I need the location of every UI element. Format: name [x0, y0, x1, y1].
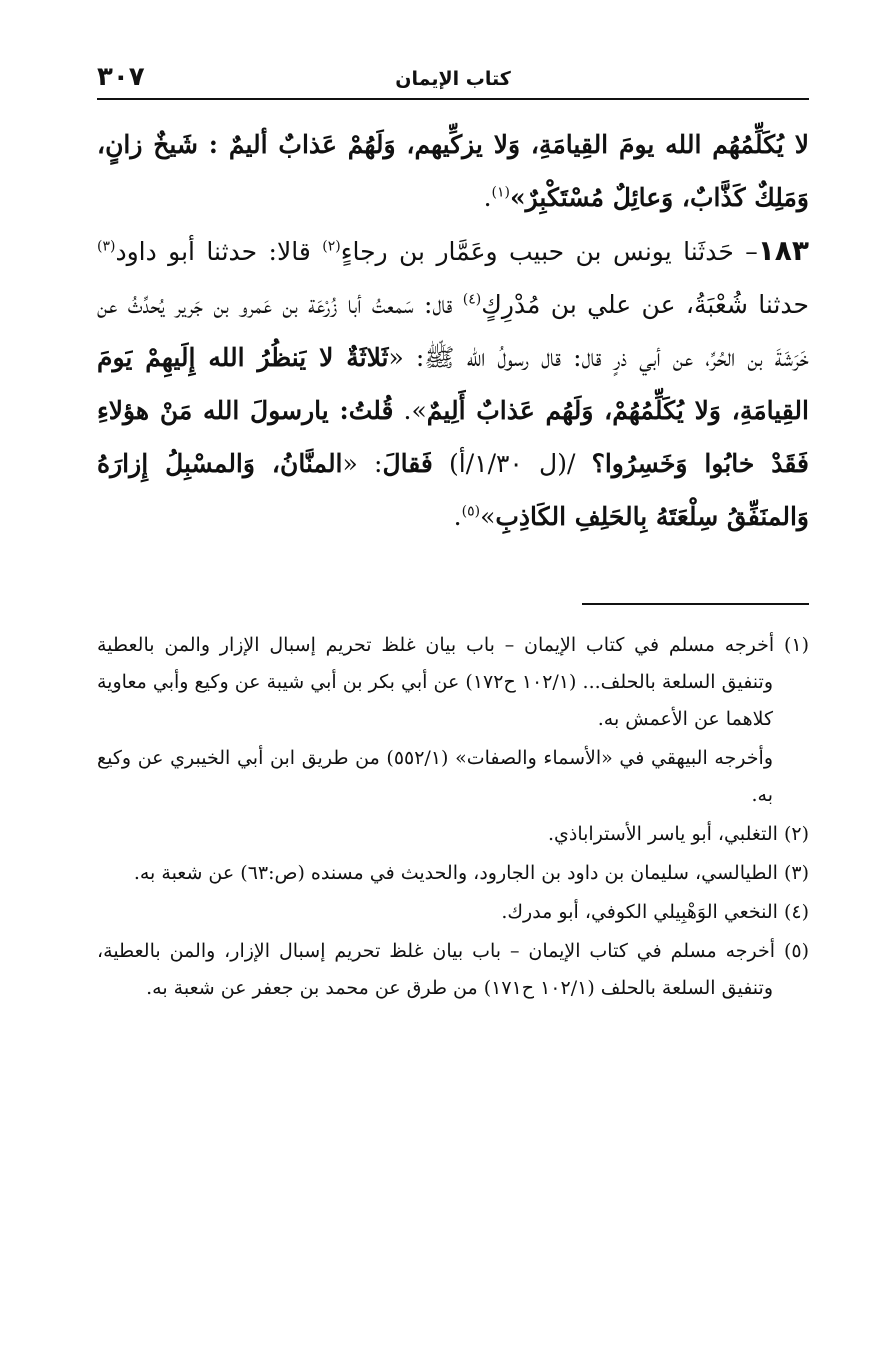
matn-question: قُلتُ: يارسولَ الله مَنْ هؤلاءِ فَقَدْ خابُوا وَخَسِرُوا؟ — [97, 396, 809, 478]
footnote-5 — [97, 933, 809, 1007]
main-text — [97, 118, 809, 543]
isnad-part-4: قال: سَمعتُ أبا زُرْعَة بن عَمرو بن جَرير يُحدِّثُ عن خَرَشَةَ بن الحُرِّ، عن أبي ذرٍ قال: قال رسولُ الله ﷺ: « — [97, 290, 809, 372]
matn-part-1: ثَلاثَةٌ لا يَنظُرُ الله إِلَيهِمْ يَومَ القِيامَةِ، وَلا يُكَلِّمُهُمْ، وَلَهُم عَذابٌ أَلِيمٌ — [97, 343, 809, 425]
footnote-marker: (٢) — [783, 823, 809, 845]
footnote-text: أخرجه مسلم في كتاب الإيمان – باب بيان غلظ تحريم إسبال الإزار والمن بالعطية وتنفيق السلعة بالحلف... (١٠٢/١ ح١٧٢) عن أبي بكر بن أبي شيبة عن وكيع وأبي معاوية كلاهما عن الأعمش به. — [97, 634, 775, 730]
hadith-183 — [97, 224, 809, 543]
footnote-marker: (١) — [783, 634, 809, 656]
footnote-ref-1: (١) — [491, 184, 510, 201]
hadith-end: . — [453, 502, 462, 531]
running-header — [97, 58, 809, 100]
chapter-title: كتاب الإيمان — [395, 68, 511, 90]
isnad-part-2: قالا: حدثنا أبو داود — [115, 237, 323, 266]
footnote-ref-3: (٣) — [97, 238, 116, 255]
footnote-marker: (٤) — [783, 901, 809, 923]
isnad-part-1: – حَدثَنا يونس بن حبيب وعَمَّار بن رجاءٍ — [340, 237, 758, 266]
footnote-text: أخرجه مسلم في كتاب الإيمان – باب بيان غلظ تحريم إسبال الإزار، والمن بالعطية، وتنفيق السلعة بالحلف (١٠٢/١ ح١٧١) من طرق عن محمد بن جعفر عن شعبة به. — [97, 940, 776, 999]
prophetic-speech: لا يُكَلِّمُهُم الله يومَ القِيامَةِ، وَلا يزكِّيهم، وَلَهُمْ عَذابٌ أليمٌ : شَيخٌ زانٍ، وَمَلِكٌ كَذَّابٌ، وَعائِلٌ مُسْتَكْبِرٌ» — [97, 130, 809, 212]
footnotes — [97, 627, 809, 1007]
page-number: ٣٠٧ — [97, 62, 145, 92]
footnote-4 — [97, 894, 809, 931]
footnote-marker: (٣) — [783, 862, 809, 884]
footnote-marker: (٥) — [783, 940, 809, 962]
footnote-text: النخعي الوَهْبِيلي الكوفي، أبو مدرك. — [501, 901, 778, 923]
quote-open: : « — [342, 449, 383, 478]
book-page — [97, 58, 809, 1009]
manuscript-ref: /(ل ١/٣٠/أ) — [432, 449, 592, 478]
footnote-ref-2: (٢) — [322, 238, 341, 255]
footnote-1-continuation: وأخرجه البيهقي في «الأسماء والصفات» (٥٥٢/١) من طريق ابن أبي الخيبري عن وكيع به. — [97, 747, 773, 806]
matn-part-2: المنَّانُ، وَالمسْبِلُ إِزارَهُ وَالمنَفِّقُ سِلْعَتَهُ بِالحَلِفِ الكَاذِبِ — [97, 449, 809, 531]
footnote-separator — [582, 603, 809, 605]
footnote-1 — [97, 627, 809, 738]
footnote-3 — [97, 855, 809, 892]
isnad-part-3: حدثنا شُعْبَةُ، عن علي بن مُدْرِكٍ — [481, 290, 809, 319]
quote-close-2: » — [480, 502, 496, 531]
sentence-end: . — [483, 183, 492, 212]
hadith-number: ١٨٣ — [757, 234, 809, 267]
quote-close: ». — [393, 396, 427, 425]
footnote-ref-4: (٤) — [462, 291, 482, 308]
footnote-ref-5: (٥) — [461, 503, 481, 520]
footnote-text: التغلبي، أبو ياسر الأستراباذي. — [547, 823, 778, 845]
hadith-182-end — [97, 118, 809, 224]
footnote-2 — [97, 816, 809, 853]
footnote-text: الطيالسي، سليمان بن داود بن الجارود، والحديث في مسنده (ص:٦٣) عن شعبة به. — [133, 862, 778, 884]
matn-said: فَقالَ — [382, 449, 433, 478]
